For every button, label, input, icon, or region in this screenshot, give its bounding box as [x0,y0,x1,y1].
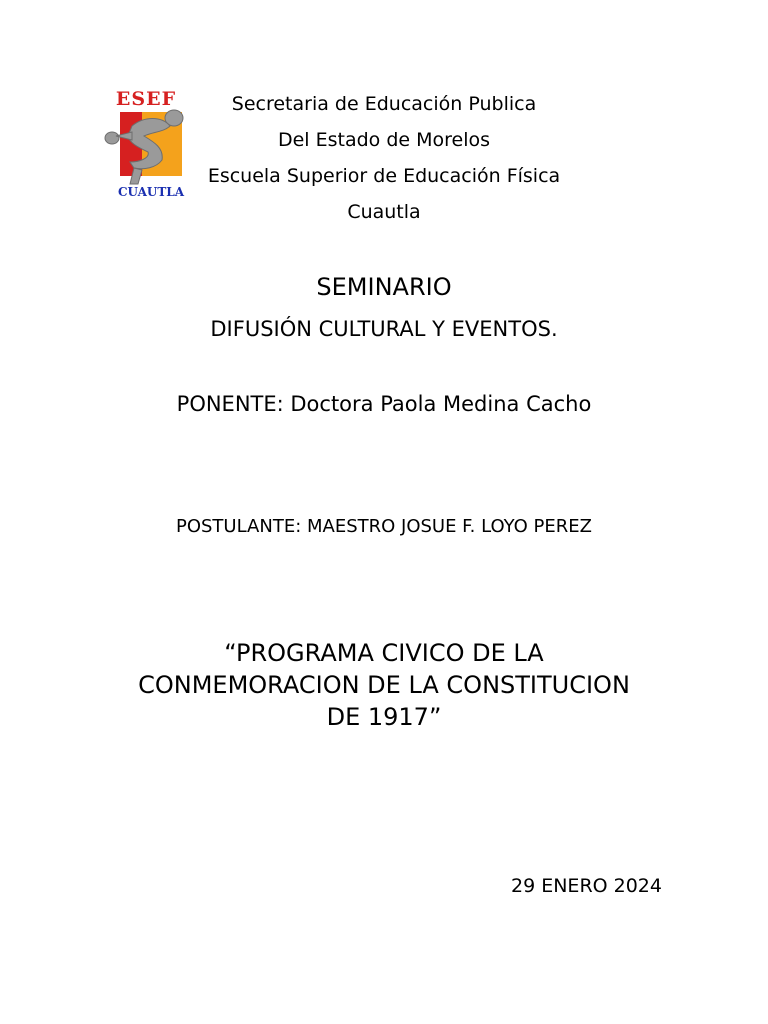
header-line-estado: Del Estado de Morelos [277,129,491,151]
postulante-line: POSTULANTE: MAESTRO JOSUE F. LOYO PEREZ [175,516,592,537]
program-title [84,637,684,733]
header-line-cuautla: Cuautla [347,201,421,223]
header-line-secretaria: Secretaria de Educación Publica [231,93,537,115]
ponente-line: PONENTE: Doctora Paola Medina Cacho [176,392,592,416]
seminar-title: SEMINARIO [316,273,452,301]
logo-esef-text: ESEF [115,88,177,110]
program-title-line-3: DE 1917” [326,703,442,731]
header-line-escuela: Escuela Superior de Educación Física [207,165,561,187]
logo-cuautla-text: CUAUTLA [117,185,185,199]
program-title-line-2: CONMEMORACION DE LA CONSTITUCION [138,671,630,699]
program-title-line-1: “PROGRAMA CIVICO DE LA [224,639,544,667]
document-date: 29 ENERO 2024 [511,875,662,897]
seminar-subtitle: DIFUSIÓN CULTURAL Y EVENTOS. [210,317,558,341]
